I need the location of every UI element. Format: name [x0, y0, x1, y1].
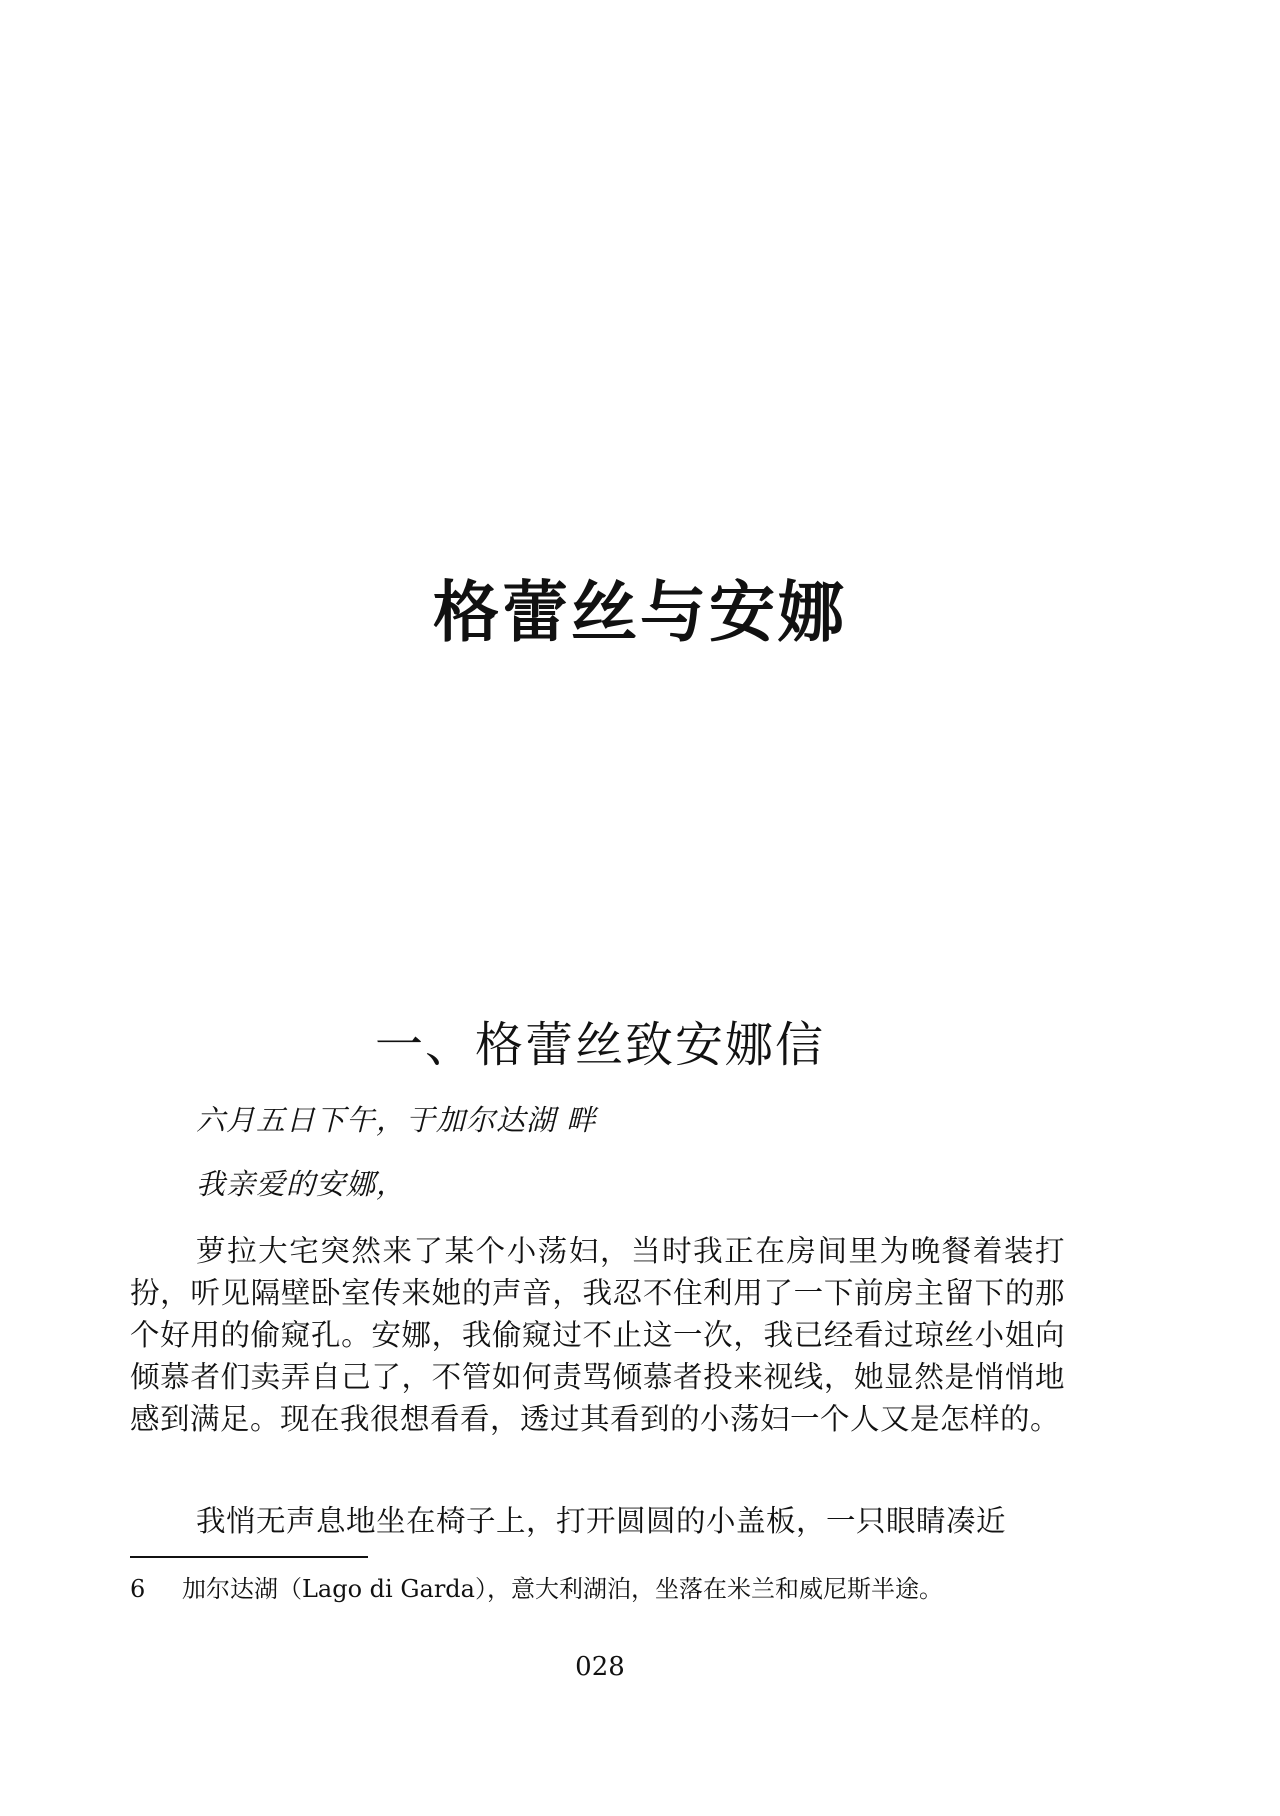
chapter-title: 一、格蕾丝致安娜信: [374, 1017, 825, 1073]
footnote-divider: [130, 1556, 368, 1558]
body-paragraph: 我悄无声息地坐在椅子上，打开圆圆的小盖板，一只眼睛凑近: [196, 1504, 1007, 1538]
letter-dateline: 六月五日下午，于加尔达湖 畔: [196, 1103, 597, 1137]
footnote-number: 6: [130, 1575, 146, 1603]
footnote-text: 加尔达湖（Lago di Garda），意大利湖泊，坐落在米兰和威尼斯半途。: [182, 1575, 943, 1603]
part-title: 格蕾丝与安娜: [433, 574, 847, 651]
body-paragraph: 萝拉大宅突然来了某个小荡妇，当时我正在房间里为晚餐着装打扮，听见隔壁卧室传来她的声音，我忍不住利用了一下前房主留下的那个好用的偷窥孔。安娜，我偷窥过不止这一次，我已经看过琼丝小姐向倾慕者们卖弄自己了，不管如何责骂倾慕者投来视线，她显然是悄悄地感到满足。现在我很想看看，透过其看到的小荡妇一个人又是怎样的。: [130, 1234, 1065, 1436]
letter-salutation: 我亲爱的安娜，: [196, 1167, 407, 1201]
footnote: [130, 1572, 1090, 1606]
page-number: 028: [575, 1652, 625, 1682]
